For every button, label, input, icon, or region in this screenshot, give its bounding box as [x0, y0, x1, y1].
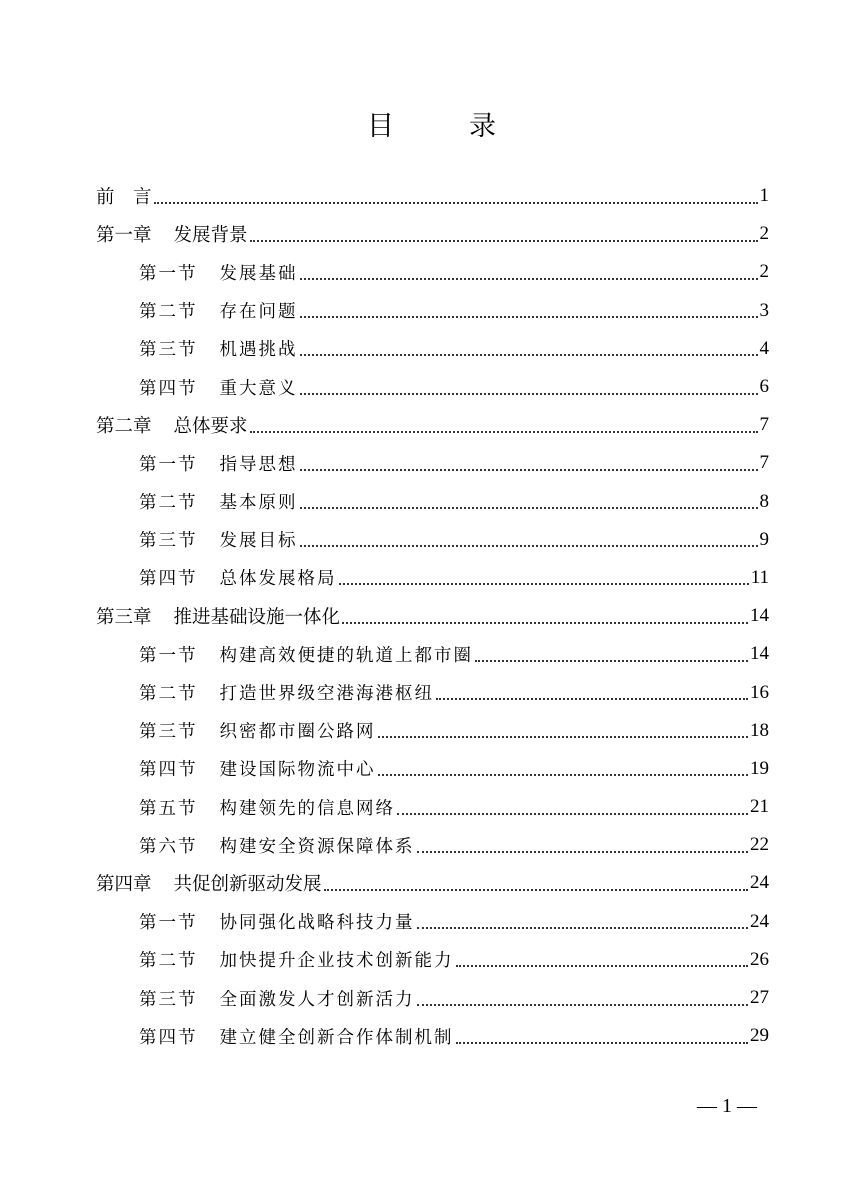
toc-entry-label [139, 986, 415, 1011]
toc-entry-page-number: 26 [750, 948, 769, 970]
toc-entry-label [139, 489, 298, 514]
toc-entry-page-number: 8 [759, 490, 769, 512]
toc-entry-title: 共促创新驱动发展 [173, 874, 322, 896]
toc-entry-page-number: 16 [750, 681, 769, 703]
toc-entry-label [96, 221, 248, 247]
toc-entry-number: 第一章 [96, 225, 152, 247]
toc-dot-leader [300, 468, 758, 471]
toc-section-entry[interactable] [96, 979, 769, 1017]
toc-entry-page-number: 27 [750, 987, 769, 1009]
toc-dot-leader [378, 735, 749, 738]
toc-entry-label [139, 680, 434, 705]
toc-entry-label [139, 527, 298, 552]
toc-entry-label [139, 260, 298, 285]
toc-entry-page-number: 22 [750, 834, 769, 856]
toc-entry-title: 机遇挑战 [219, 340, 298, 361]
toc-entry-label [139, 795, 395, 820]
toc-entry-title: 全面激发人才创新活力 [219, 989, 415, 1010]
toc-entry-label [96, 412, 248, 438]
toc-entry-title: 建立健全创新合作体制机制 [219, 1027, 454, 1048]
toc-entry-number: 第六节 [139, 836, 198, 857]
toc-dot-leader [250, 239, 758, 242]
toc-section-entry[interactable] [96, 292, 769, 330]
toc-section-entry[interactable] [96, 330, 769, 368]
toc-entry-number: 第三章 [96, 607, 152, 629]
toc-entry-page-number: 2 [759, 223, 769, 245]
toc-entry-title: 建设国际物流中心 [219, 760, 376, 781]
toc-entry-title: 总体要求 [173, 416, 248, 438]
toc-dot-leader [436, 697, 748, 700]
toc-entry-page-number: 9 [759, 528, 769, 550]
toc-chapter-entry[interactable] [96, 177, 769, 215]
toc-entry-title: 加快提升企业技术创新能力 [219, 951, 454, 972]
toc-entry-page-number: 1 [759, 185, 769, 207]
toc-entry-page-number: 7 [759, 452, 769, 474]
toc-entry-number: 第五节 [139, 798, 198, 819]
toc-entry-number: 第一节 [139, 263, 198, 284]
toc-entry-page-number: 24 [750, 872, 769, 894]
toc-entry-number: 第四节 [139, 569, 198, 590]
toc-section-entry[interactable] [96, 788, 769, 826]
toc-entry-number: 第三节 [139, 722, 198, 743]
toc-dot-leader [417, 1003, 749, 1006]
toc-chapter-entry[interactable] [96, 864, 769, 902]
toc-entry-number: 第一节 [139, 645, 198, 666]
toc-entry-title: 织密都市圈公路网 [219, 722, 376, 743]
toc-entry-title: 协同强化战略科技力量 [219, 913, 415, 934]
toc-entry-page-number: 24 [750, 910, 769, 932]
toc-dot-leader [300, 353, 758, 356]
toc-entry-number: 第四节 [139, 1027, 198, 1048]
toc-entry-number: 第二节 [139, 493, 198, 514]
toc-entry-number: 第二节 [139, 302, 198, 323]
toc-entry-title: 构建领先的信息网络 [219, 798, 395, 819]
toc-entry-page-number: 4 [759, 337, 769, 359]
toc-dot-leader [250, 430, 758, 433]
toc-entry-number: 第二章 [96, 416, 152, 438]
toc-section-entry[interactable] [96, 444, 769, 482]
toc-dot-leader [300, 506, 758, 509]
toc-entry-label [139, 833, 415, 858]
toc-entry-number: 第三节 [139, 531, 198, 552]
toc-entry-label [139, 451, 298, 476]
toc-section-entry[interactable] [96, 673, 769, 711]
toc-entry-label [96, 870, 322, 896]
toc-section-entry[interactable] [96, 1017, 769, 1055]
toc-entry-number: 第三节 [139, 989, 198, 1010]
toc-dot-leader [475, 659, 748, 662]
toc-entry-label [139, 756, 376, 781]
toc-entry-label [139, 375, 298, 400]
toc-dot-leader [300, 277, 758, 280]
toc-entry-label [139, 718, 376, 743]
page-title: 目 录 [367, 111, 520, 142]
toc-section-entry[interactable] [96, 750, 769, 788]
toc-entry-label [96, 183, 152, 209]
toc-entry-page-number: 2 [759, 261, 769, 283]
toc-entry-title: 发展基础 [219, 263, 298, 284]
toc-dot-leader [324, 888, 748, 891]
toc-entry-page-number: 14 [750, 605, 769, 627]
toc-entry-page-number: 11 [750, 566, 769, 588]
toc-entry-title: 指导思想 [219, 454, 298, 475]
table-of-contents [96, 177, 769, 1055]
toc-dot-leader [456, 964, 749, 967]
toc-entry-title: 打造世界级空港海港枢纽 [219, 684, 434, 705]
toc-dot-leader [378, 773, 749, 776]
toc-entry-number: 第四章 [96, 874, 152, 896]
toc-entry-number: 第四节 [139, 378, 198, 399]
toc-dot-leader [417, 926, 749, 929]
toc-entry-page-number: 7 [759, 414, 769, 436]
toc-dot-leader [456, 1041, 749, 1044]
toc-entry-label [96, 603, 340, 629]
toc-chapter-entry[interactable] [96, 406, 769, 444]
toc-entry-number: 第二节 [139, 951, 198, 972]
toc-section-entry[interactable] [96, 903, 769, 941]
toc-entry-page-number: 21 [750, 796, 769, 818]
toc-entry-label [139, 298, 298, 323]
toc-dot-leader [397, 812, 748, 815]
toc-entry-title: 推进基础设施一体化 [173, 607, 341, 629]
toc-section-entry[interactable] [96, 941, 769, 979]
toc-entry-label [139, 947, 454, 972]
toc-entry-label [139, 336, 298, 361]
toc-entry-title: 构建高效便捷的轨道上都市圈 [219, 645, 473, 666]
toc-entry-label [139, 565, 337, 590]
toc-entry-label [139, 1024, 454, 1049]
toc-section-entry[interactable] [96, 253, 769, 291]
toc-entry-title: 基本原则 [219, 493, 298, 514]
toc-entry-title: 重大意义 [219, 378, 298, 399]
toc-entry-page-number: 3 [759, 299, 769, 321]
toc-section-entry[interactable] [96, 635, 769, 673]
toc-dot-leader [300, 392, 758, 395]
toc-chapter-entry[interactable] [96, 215, 769, 253]
toc-dot-leader [417, 850, 749, 853]
toc-entry-title: 发展目标 [219, 531, 298, 552]
toc-dot-leader [154, 201, 758, 204]
toc-entry-title: 构建安全资源保障体系 [219, 836, 415, 857]
toc-section-entry[interactable] [96, 368, 769, 406]
toc-entry-number: 前 言 [96, 187, 152, 209]
toc-entry-number: 第一节 [139, 913, 198, 934]
toc-entry-label [139, 642, 473, 667]
toc-entry-page-number: 14 [750, 643, 769, 665]
toc-entry-title: 总体发展格局 [219, 569, 337, 590]
toc-entry-title: 发展背景 [173, 225, 248, 247]
toc-section-entry[interactable] [96, 559, 769, 597]
toc-entry-number: 第一节 [139, 454, 198, 475]
toc-entry-number: 第四节 [139, 760, 198, 781]
toc-dot-leader [339, 582, 749, 585]
toc-dot-leader [300, 315, 758, 318]
toc-entry-label [139, 909, 415, 934]
toc-entry-number: 第二节 [139, 684, 198, 705]
toc-section-entry[interactable] [96, 826, 769, 864]
toc-entry-page-number: 18 [750, 719, 769, 741]
toc-entry-number: 第三节 [139, 340, 198, 361]
toc-dot-leader [342, 621, 748, 624]
toc-entry-page-number: 6 [759, 376, 769, 398]
toc-entry-page-number: 29 [750, 1025, 769, 1047]
page-number: — 1 — [697, 1095, 757, 1117]
toc-section-entry[interactable] [96, 483, 769, 521]
toc-section-entry[interactable] [96, 521, 769, 559]
toc-entry-title: 存在问题 [219, 302, 298, 323]
toc-entry-page-number: 19 [750, 757, 769, 779]
toc-dot-leader [300, 544, 758, 547]
toc-section-entry[interactable] [96, 712, 769, 750]
toc-chapter-entry[interactable] [96, 597, 769, 635]
